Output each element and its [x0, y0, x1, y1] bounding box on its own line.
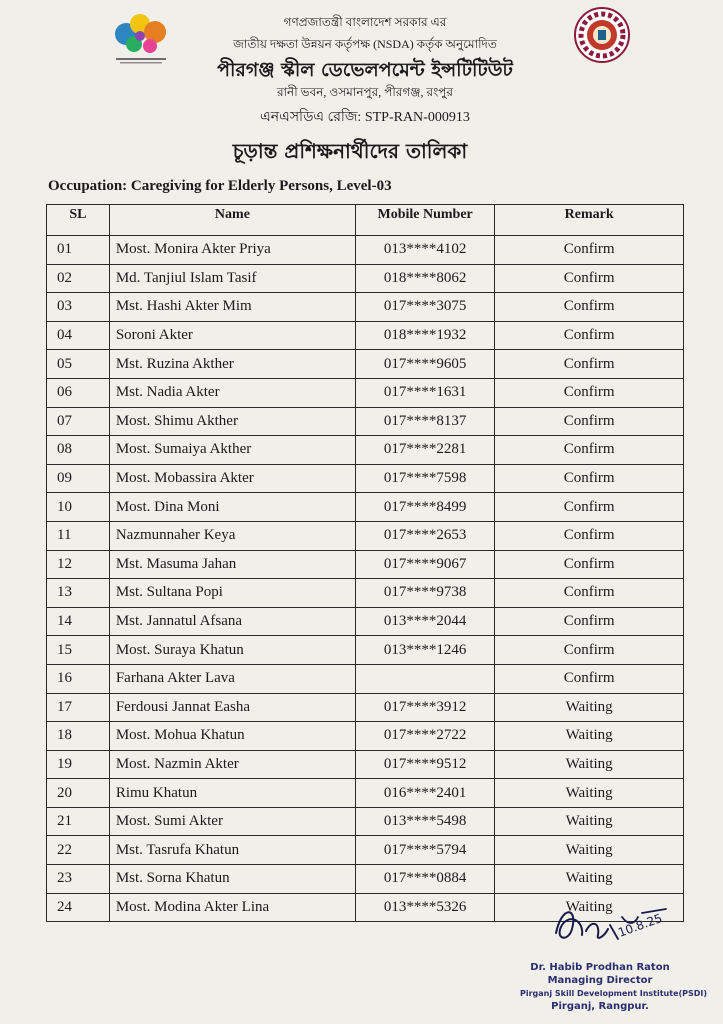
cell-mobile: 017****0884	[356, 865, 495, 894]
table-row	[47, 236, 684, 265]
cell-name: Mst. Tasrufa Khatun	[109, 836, 355, 865]
cell-mobile: 017****2281	[356, 436, 495, 465]
cell-remark: Confirm	[495, 264, 684, 293]
institute-address: রানী ভবন, ওসমানপুর, পীরগঞ্জ, রংপুর	[276, 85, 454, 99]
table-row	[47, 493, 684, 522]
cell-sl: 17	[47, 693, 110, 722]
signatory-location: Pirganj, Rangpur.	[551, 1001, 649, 1012]
cell-sl: 12	[47, 550, 110, 579]
cell-sl: 05	[47, 350, 110, 379]
table-row	[47, 407, 684, 436]
cell-sl: 02	[47, 264, 110, 293]
cell-mobile: 017****9067	[356, 550, 495, 579]
signatory-role: Managing Director	[547, 975, 653, 986]
col-header-mobile: Mobile Number	[356, 205, 495, 236]
table-row	[47, 722, 684, 751]
cell-name: Nazmunnaher Keya	[109, 521, 355, 550]
signatory-name: Dr. Habib Prodhan Raton	[530, 962, 670, 973]
cell-mobile	[356, 664, 495, 693]
cell-remark: Confirm	[495, 636, 684, 665]
cell-sl: 11	[47, 521, 110, 550]
cell-sl: 13	[47, 579, 110, 608]
table-row	[47, 693, 684, 722]
cell-remark: Confirm	[495, 579, 684, 608]
cell-mobile: 013****5326	[356, 893, 495, 922]
cell-sl: 22	[47, 836, 110, 865]
institute-seal-icon	[573, 6, 631, 64]
cell-sl: 07	[47, 407, 110, 436]
cell-mobile: 017****8499	[356, 493, 495, 522]
cell-mobile: 018****8062	[356, 264, 495, 293]
cell-remark: Confirm	[495, 321, 684, 350]
cell-name: Most. Monira Akter Priya	[109, 236, 355, 265]
cell-sl: 23	[47, 865, 110, 894]
cell-name: Most. Mobassira Akter	[109, 464, 355, 493]
cell-name: Most. Modina Akter Lina	[109, 893, 355, 922]
cell-name: Most. Sumi Akter	[109, 807, 355, 836]
cell-sl: 08	[47, 436, 110, 465]
cell-remark: Confirm	[495, 464, 684, 493]
cell-sl: 14	[47, 607, 110, 636]
cell-remark: Confirm	[495, 407, 684, 436]
col-header-name: Name	[109, 205, 355, 236]
page-title: চূড়ান্ত প্রশিক্ষনার্থীদের তালিকা	[232, 139, 468, 163]
cell-sl: 03	[47, 293, 110, 322]
table-row	[47, 750, 684, 779]
cell-remark: Confirm	[495, 436, 684, 465]
cell-remark: Confirm	[495, 350, 684, 379]
cell-mobile: 018****1932	[356, 321, 495, 350]
cell-remark: Confirm	[495, 607, 684, 636]
table-row	[47, 436, 684, 465]
cell-mobile: 017****7598	[356, 464, 495, 493]
govt-line: গণপ্রজাতন্ত্রী বাংলাদেশ সরকার এর	[283, 15, 447, 29]
cell-remark: Confirm	[495, 293, 684, 322]
table-row	[47, 264, 684, 293]
table-row	[47, 836, 684, 865]
cell-mobile: 017****3912	[356, 693, 495, 722]
cell-name: Mst. Sorna Khatun	[109, 865, 355, 894]
cell-sl: 06	[47, 378, 110, 407]
cell-sl: 15	[47, 636, 110, 665]
table-row	[47, 664, 684, 693]
svg-text:10.8.25: 10.8.25	[616, 910, 665, 940]
table-row	[47, 521, 684, 550]
cell-mobile: 017****5794	[356, 836, 495, 865]
cell-name: Most. Sumaiya Akther	[109, 436, 355, 465]
cell-name: Mst. Hashi Akter Mim	[109, 293, 355, 322]
cell-remark: Confirm	[495, 236, 684, 265]
cell-sl: 16	[47, 664, 110, 693]
table-row	[47, 579, 684, 608]
table-row	[47, 636, 684, 665]
cell-remark: Waiting	[495, 693, 684, 722]
col-header-remark: Remark	[495, 205, 684, 236]
institute-name: পীরগঞ্জ স্কীল ডেভেলপমেন্ট ইন্সটিটিউট	[217, 59, 513, 81]
cell-name: Rimu Khatun	[109, 779, 355, 808]
cell-remark: Waiting	[495, 722, 684, 751]
table-body	[47, 236, 684, 922]
table-row	[47, 550, 684, 579]
cell-name: Mst. Masuma Jahan	[109, 550, 355, 579]
table-row	[47, 607, 684, 636]
cell-name: Most. Shimu Akther	[109, 407, 355, 436]
cell-name: Mst. Jannatul Afsana	[109, 607, 355, 636]
cell-mobile: 017****9738	[356, 579, 495, 608]
cell-name: Most. Nazmin Akter	[109, 750, 355, 779]
cell-name: Mst. Nadia Akter	[109, 378, 355, 407]
cell-sl: 10	[47, 493, 110, 522]
table-row	[47, 464, 684, 493]
cell-remark: Waiting	[495, 750, 684, 779]
cell-remark: Confirm	[495, 493, 684, 522]
table-row	[47, 865, 684, 894]
cell-sl: 20	[47, 779, 110, 808]
cell-sl: 09	[47, 464, 110, 493]
cell-remark: Waiting	[495, 779, 684, 808]
table-row	[47, 779, 684, 808]
cell-mobile: 017****2722	[356, 722, 495, 751]
cell-mobile: 017****8137	[356, 407, 495, 436]
cell-mobile: 017****3075	[356, 293, 495, 322]
table-row	[47, 293, 684, 322]
cell-mobile: 013****5498	[356, 807, 495, 836]
cell-mobile: 017****9605	[356, 350, 495, 379]
signatory-institute: Pirganj Skill Development Institute(PSDI)	[520, 989, 708, 998]
registration-number: এনএসডিএ রেজি: STP-RAN-000913	[260, 110, 470, 125]
cell-name: Md. Tanjiul Islam Tasif	[109, 264, 355, 293]
table-row	[47, 321, 684, 350]
cell-remark: Confirm	[495, 521, 684, 550]
cell-sl: 01	[47, 236, 110, 265]
cell-remark: Waiting	[495, 836, 684, 865]
cell-name: Ferdousi Jannat Easha	[109, 693, 355, 722]
cell-mobile: 017****9512	[356, 750, 495, 779]
cell-remark: Waiting	[495, 865, 684, 894]
cell-remark: Waiting	[495, 893, 684, 922]
cell-remark: Confirm	[495, 378, 684, 407]
cell-name: Mst. Ruzina Akther	[109, 350, 355, 379]
cell-mobile: 016****2401	[356, 779, 495, 808]
cell-sl: 24	[47, 893, 110, 922]
cell-name: Soroni Akter	[109, 321, 355, 350]
cell-remark: Waiting	[495, 807, 684, 836]
cell-name: Mst. Sultana Popi	[109, 579, 355, 608]
cell-sl: 21	[47, 807, 110, 836]
cell-remark: Confirm	[495, 664, 684, 693]
cell-sl: 04	[47, 321, 110, 350]
nsda-approval-line: জাতীয় দক্ষতা উন্নয়ন কর্তৃপক্ষ (NSDA) কর্তৃক অনুমোদিত	[233, 37, 497, 51]
trainee-table	[46, 204, 684, 922]
cell-name: Most. Dina Moni	[109, 493, 355, 522]
cell-mobile: 013****2044	[356, 607, 495, 636]
col-header-sl: SL	[47, 205, 110, 236]
cell-mobile: 017****2653	[356, 521, 495, 550]
occupation-heading: Occupation: Caregiving for Elderly Persons, Level-03	[48, 178, 392, 194]
handwritten-signature-icon	[548, 895, 678, 955]
table-row	[47, 350, 684, 379]
cell-name: Most. Mohua Khatun	[109, 722, 355, 751]
cell-name: Most. Suraya Khatun	[109, 636, 355, 665]
table-row	[47, 807, 684, 836]
cell-remark: Confirm	[495, 550, 684, 579]
cell-mobile: 013****4102	[356, 236, 495, 265]
nsda-logo-icon	[110, 6, 172, 66]
cell-sl: 19	[47, 750, 110, 779]
cell-name: Farhana Akter Lava	[109, 664, 355, 693]
cell-mobile: 017****1631	[356, 378, 495, 407]
table-row	[47, 378, 684, 407]
cell-mobile: 013****1246	[356, 636, 495, 665]
cell-sl: 18	[47, 722, 110, 751]
table-header-row	[47, 205, 684, 236]
